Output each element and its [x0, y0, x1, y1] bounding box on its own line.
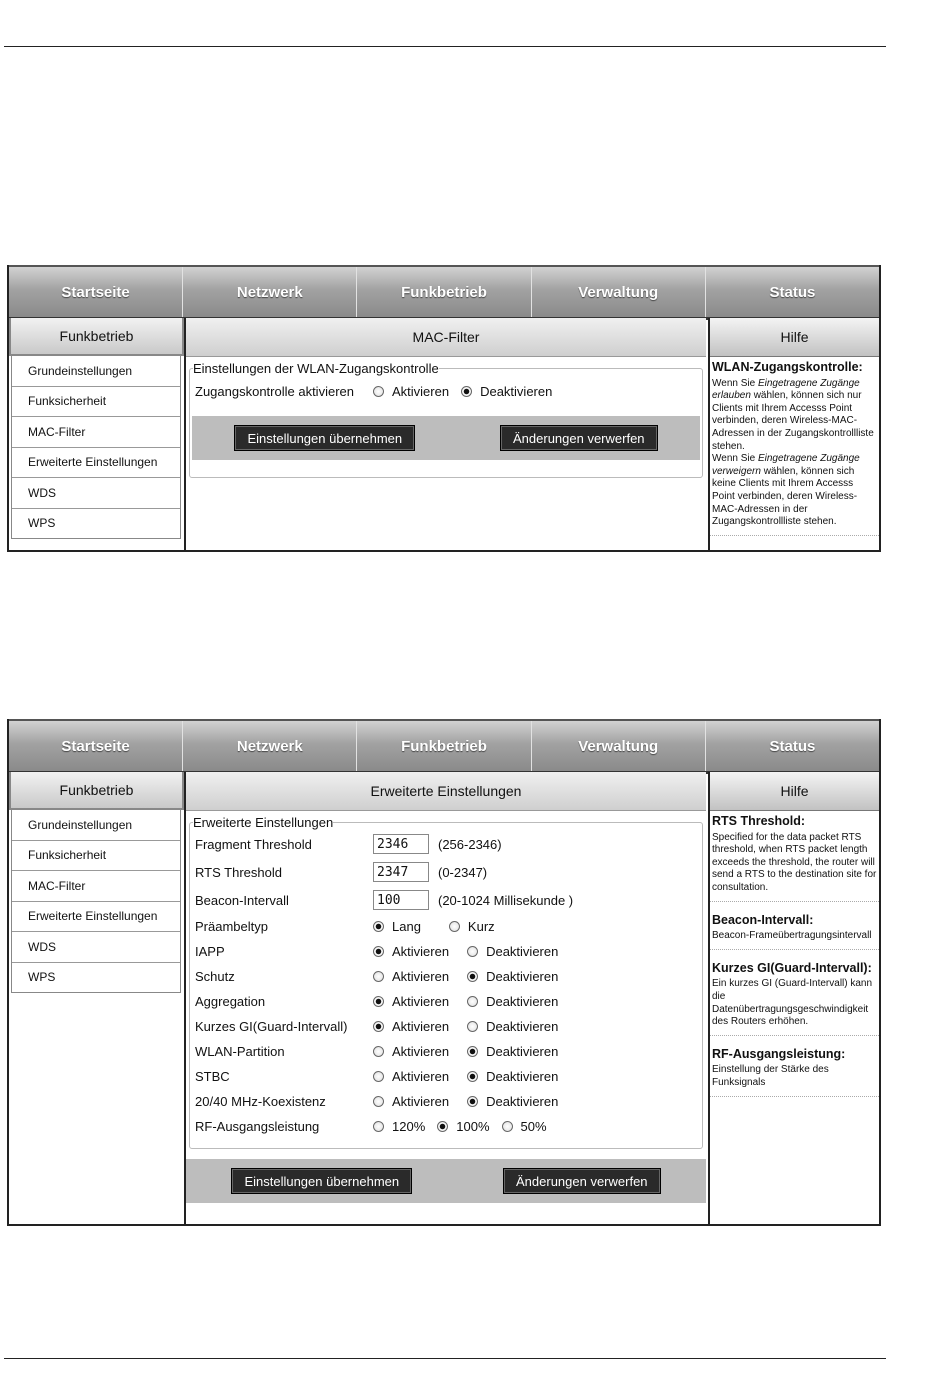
help-body	[710, 357, 879, 536]
beacon-interval-input[interactable]: 100	[373, 890, 429, 910]
help-paragraph: Wenn Sie Eingetragene Zugänge erlauben wählen, können sich nur Clients mit Ihrem Accesss Point verbinden, deren Wireless-MAC-Adressen in der Zugangskontrollliste stehen.	[712, 377, 874, 452]
preamble-long-option[interactable]: Lang	[373, 919, 421, 934]
toggle-label: 20/40 MHz-Koexistenz	[195, 1094, 326, 1109]
sidebar-item-grundeinstellungen[interactable]: Grundeinstellungen	[12, 810, 180, 841]
mac-filter-panel	[7, 265, 881, 552]
preamble-row	[195, 914, 697, 939]
rts-threshold-label: RTS Threshold	[195, 864, 282, 880]
toggle-disable-option[interactable]: Deaktivieren	[467, 1019, 558, 1034]
toggle-label: Schutz	[195, 969, 235, 984]
nav-status[interactable]: Status	[769, 737, 816, 755]
toggle-enable-option[interactable]: Aktivieren	[373, 994, 449, 1009]
toggle-row	[195, 989, 697, 1014]
section-legend: Erweiterte Einstellungen	[193, 815, 334, 830]
help-paragraph: Wenn Sie Eingetragene Zugänge verweigern wählen, können sich keine Clients mit Ihrem Accesss Point verbinden, deren Wireless-MAC-Adressen in der Zugangskontrollliste stehen.	[712, 453, 860, 528]
main-title: Erweiterte Einstellungen	[186, 772, 706, 811]
sidebar-item-wds[interactable]: WDS	[12, 932, 180, 963]
help-text-rts: Specified for the data packet RTS threshold, when RTS packet length exceeds the threshold, the router will send a RTS to the destination site for consultation.	[712, 831, 877, 893]
radio-icon[interactable]	[373, 946, 384, 957]
top-navigation	[9, 265, 879, 320]
toggle-row	[195, 964, 697, 989]
nav-funkbetrieb[interactable]: Funkbetrieb	[357, 267, 531, 317]
radio-selected-icon[interactable]	[373, 921, 384, 932]
sidebar-title: Funkbetrieb	[9, 318, 184, 356]
radio-icon[interactable]	[373, 1121, 384, 1132]
rts-threshold-hint: (0-2347)	[438, 864, 488, 880]
rf-output-label: RF-Ausgangsleistung	[195, 1119, 320, 1134]
toggle-enable-option[interactable]: Aktivieren	[373, 1094, 449, 1109]
toggle-label: STBC	[195, 1069, 230, 1084]
toggle-disable-option[interactable]: Deaktivieren	[467, 1069, 558, 1084]
radio-icon[interactable]	[373, 1021, 384, 1032]
radio-icon[interactable]	[373, 386, 384, 397]
nav-startseite[interactable]: Startseite	[9, 267, 183, 317]
radio-icon[interactable]	[373, 1096, 384, 1107]
discard-changes-button[interactable]: Änderungen verwerfen	[500, 425, 658, 451]
page-bottom-rule	[4, 1358, 886, 1359]
toggle-label: IAPP	[195, 944, 225, 959]
main-content	[186, 318, 706, 550]
toggle-label: Aggregation	[195, 994, 266, 1009]
help-text-beacon: Beacon-Frameübertragungsintervall	[712, 930, 872, 942]
access-control-row	[195, 376, 697, 406]
preamble-short-option[interactable]: Kurz	[449, 919, 495, 934]
fragment-threshold-hint: (256-2346)	[438, 836, 502, 852]
toggle-label: Kurzes GI(Guard-Intervall)	[195, 1019, 348, 1034]
toggle-row	[195, 1089, 697, 1114]
apply-settings-button[interactable]: Einstellungen übernehmen	[234, 425, 415, 451]
nav-startseite[interactable]: Startseite	[9, 721, 183, 771]
rf-120-option[interactable]: 120%	[373, 1119, 425, 1134]
section-legend: Einstellungen der WLAN-Zugangskontrolle	[193, 361, 439, 376]
nav-verwaltung[interactable]: Verwaltung	[532, 721, 706, 771]
radio-selected-icon[interactable]	[461, 386, 472, 397]
radio-icon[interactable]	[467, 1071, 478, 1082]
radio-icon[interactable]	[467, 971, 478, 982]
sidebar-item-funksicherheit[interactable]: Funksicherheit	[12, 841, 180, 872]
help-heading-beacon: Beacon-Intervall:	[712, 912, 814, 927]
option-label: Aktivieren	[392, 383, 450, 399]
button-bar	[192, 416, 700, 460]
radio-icon[interactable]	[467, 996, 478, 1007]
sidebar	[9, 318, 186, 550]
sidebar-item-grundeinstellungen[interactable]: Grundeinstellungen	[12, 356, 180, 387]
sidebar-item-mac-filter[interactable]: MAC-Filter	[12, 871, 180, 902]
radio-selected-icon[interactable]	[437, 1121, 448, 1132]
main-title: MAC-Filter	[186, 318, 706, 357]
toggle-enable-option[interactable]: Aktivieren	[373, 1044, 449, 1059]
nav-netzwerk[interactable]: Netzwerk	[183, 267, 357, 317]
sidebar-item-wps[interactable]: WPS	[28, 516, 56, 531]
beacon-interval-row	[195, 886, 697, 914]
help-panel	[708, 318, 879, 550]
radio-icon[interactable]	[502, 1121, 513, 1132]
help-title: Hilfe	[710, 772, 879, 811]
sidebar-item-erweiterte-einstellungen[interactable]: Erweiterte Einstellungen	[12, 448, 180, 479]
toggle-row	[195, 1064, 697, 1089]
help-heading: WLAN-Zugangskontrolle:	[712, 360, 863, 374]
nav-status[interactable]: Status	[769, 283, 816, 301]
advanced-settings-panel	[7, 719, 881, 1226]
toggle-row	[195, 1039, 697, 1064]
toggle-disable-option[interactable]: Deaktivieren	[467, 1094, 558, 1109]
access-control-label: Zugangskontrolle aktivieren	[195, 383, 354, 399]
toggle-enable-option[interactable]: Aktivieren	[373, 1019, 449, 1034]
toggle-row	[195, 939, 697, 964]
advanced-settings-section	[189, 815, 703, 1149]
toggle-enable-option[interactable]: Aktivieren	[373, 944, 449, 959]
toggle-row	[195, 1014, 697, 1039]
rts-threshold-row	[195, 858, 697, 886]
help-body	[710, 811, 879, 1097]
discard-changes-button[interactable]: Änderungen verwerfen	[503, 1168, 661, 1194]
toggle-enable-option[interactable]: Aktivieren	[373, 969, 449, 984]
radio-icon[interactable]	[373, 971, 384, 982]
radio-icon[interactable]	[467, 1046, 478, 1057]
fragment-threshold-label: Fragment Threshold	[195, 836, 312, 852]
access-control-section	[189, 361, 703, 478]
sidebar-item-funksicherheit[interactable]: Funksicherheit	[12, 387, 180, 418]
toggle-label: WLAN-Partition	[195, 1044, 285, 1059]
radio-icon[interactable]	[467, 1096, 478, 1107]
rf-100-option[interactable]: 100%	[437, 1119, 489, 1134]
help-text-rf: Einstellung der Stärke des Funksignals	[712, 1064, 829, 1088]
beacon-interval-label: Beacon-Intervall	[195, 892, 289, 908]
sidebar-item-wds[interactable]: WDS	[12, 478, 180, 509]
access-control-disable-option[interactable]	[461, 384, 552, 399]
rts-threshold-input[interactable]: 2347	[373, 862, 429, 882]
help-title: Hilfe	[710, 318, 879, 357]
access-control-enable-option[interactable]	[373, 384, 449, 399]
button-bar	[186, 1159, 706, 1203]
toggle-disable-option[interactable]: Deaktivieren	[467, 944, 558, 959]
sidebar-menu	[11, 356, 181, 539]
option-label: Deaktivieren	[480, 383, 553, 399]
help-panel	[708, 772, 879, 1224]
rf-50-option[interactable]: 50%	[502, 1119, 547, 1134]
help-heading-rts: RTS Threshold:	[712, 814, 806, 828]
fragment-threshold-row	[195, 830, 697, 858]
radio-icon[interactable]	[449, 921, 460, 932]
toggle-enable-option[interactable]: Aktivieren	[373, 1069, 449, 1084]
sidebar-title: Funkbetrieb	[9, 772, 184, 810]
help-heading-rf: RF-Ausgangsleistung:	[712, 1046, 846, 1061]
top-navigation	[9, 719, 879, 774]
rf-output-row	[195, 1114, 697, 1139]
radio-icon[interactable]	[373, 1071, 384, 1082]
fragment-threshold-input[interactable]: 2346	[373, 834, 429, 854]
sidebar-item-wps[interactable]: WPS	[28, 970, 56, 985]
radio-icon[interactable]	[373, 1046, 384, 1057]
help-text-guard: Ein kurzes GI (Guard-Intervall) kann die Datenübertragungsgeschwindigkeit des Routers erhöhen.	[712, 978, 873, 1028]
help-heading-guard: Kurzes GI(Guard-Intervall):	[712, 960, 872, 975]
radio-icon[interactable]	[467, 1021, 478, 1032]
toggle-disable-option[interactable]: Deaktivieren	[467, 969, 558, 984]
sidebar	[9, 772, 186, 1224]
toggle-rows	[195, 939, 697, 1114]
toggle-disable-option[interactable]: Deaktivieren	[467, 994, 558, 1009]
main-content	[186, 772, 706, 1224]
preamble-label: Präambeltyp	[195, 919, 268, 934]
sidebar-item-mac-filter[interactable]: MAC-Filter	[12, 417, 180, 448]
beacon-interval-hint: (20-1024 Millisekunde )	[438, 892, 574, 908]
sidebar-item-erweiterte-einstellungen[interactable]: Erweiterte Einstellungen	[12, 902, 180, 933]
nav-verwaltung[interactable]: Verwaltung	[532, 267, 706, 317]
sidebar-menu	[11, 810, 181, 993]
page-top-rule	[4, 46, 886, 47]
apply-settings-button[interactable]: Einstellungen übernehmen	[231, 1168, 412, 1194]
nav-netzwerk[interactable]: Netzwerk	[183, 721, 357, 771]
radio-icon[interactable]	[373, 996, 384, 1007]
nav-funkbetrieb[interactable]: Funkbetrieb	[357, 721, 531, 771]
toggle-disable-option[interactable]: Deaktivieren	[467, 1044, 558, 1059]
radio-icon[interactable]	[467, 946, 478, 957]
